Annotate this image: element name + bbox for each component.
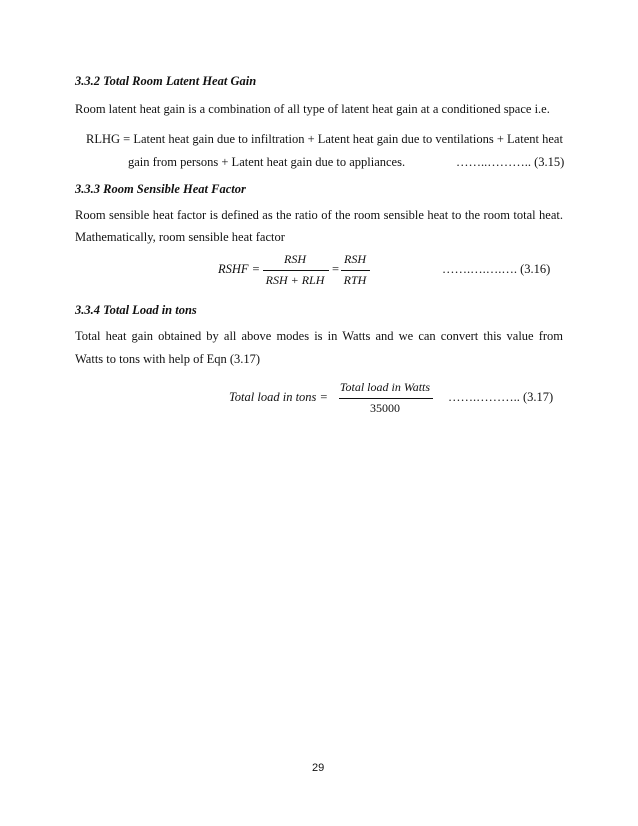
section-heading-3-3-2: 3.3.2 Total Room Latent Heat Gain (75, 74, 257, 88)
equation-ref-3-15: ……..……….. (3.15) (456, 155, 565, 169)
paragraph-total-load-line2: Watts to tons with help of Eqn (3.17) (75, 352, 261, 366)
equation-total-load-lhs: Total load in tons = (229, 390, 328, 404)
paragraph-latent-heat: Room latent heat gain is a combination of all type of latent heat gain at a conditioned space i.e. (75, 102, 550, 116)
equation-ref-3-17: …….……….. (3.17) (448, 390, 554, 404)
fraction-bar-2 (341, 270, 370, 271)
section-heading-3-3-4: 3.3.4 Total Load in tons (75, 303, 197, 317)
equation-rshf-numerator-1: RSH (284, 252, 306, 266)
section-heading-3-3-3: 3.3.3 Room Sensible Heat Factor (75, 182, 246, 196)
paragraph-rshf-line1: Room sensible heat factor is defined as the ratio of the room sensible heat to the room total heat. (75, 208, 563, 222)
page-number: 29 (312, 762, 325, 774)
equation-total-load-numerator: Total load in Watts (339, 380, 431, 394)
equation-rshf-equals: = (332, 262, 340, 276)
equation-rshf-numerator-2: RSH (344, 252, 366, 266)
equation-rshf-denominator-2: RTH (343, 273, 367, 287)
paragraph-rshf-line2: Mathematically, room sensible heat factor (75, 230, 285, 244)
paragraph-total-load-line1: Total heat gain obtained by all above modes is in Watts and we can convert this value from (75, 329, 563, 343)
equation-rlhg-line1: RLHG = Latent heat gain due to infiltration + Latent heat gain due to ventilations + Latent heat (86, 132, 563, 146)
equation-rshf-lhs: RSHF = (218, 262, 261, 276)
equation-rlhg-line2: gain from persons + Latent heat gain due to appliances. (128, 155, 406, 169)
fraction-bar-3 (339, 398, 433, 399)
equation-ref-3-16: …….….….…. (3.16) (442, 262, 551, 276)
fraction-bar-1 (263, 270, 329, 271)
equation-total-load-denominator: 35000 (370, 401, 400, 415)
equation-rshf-denominator-1: RSH + RLH (265, 273, 325, 287)
